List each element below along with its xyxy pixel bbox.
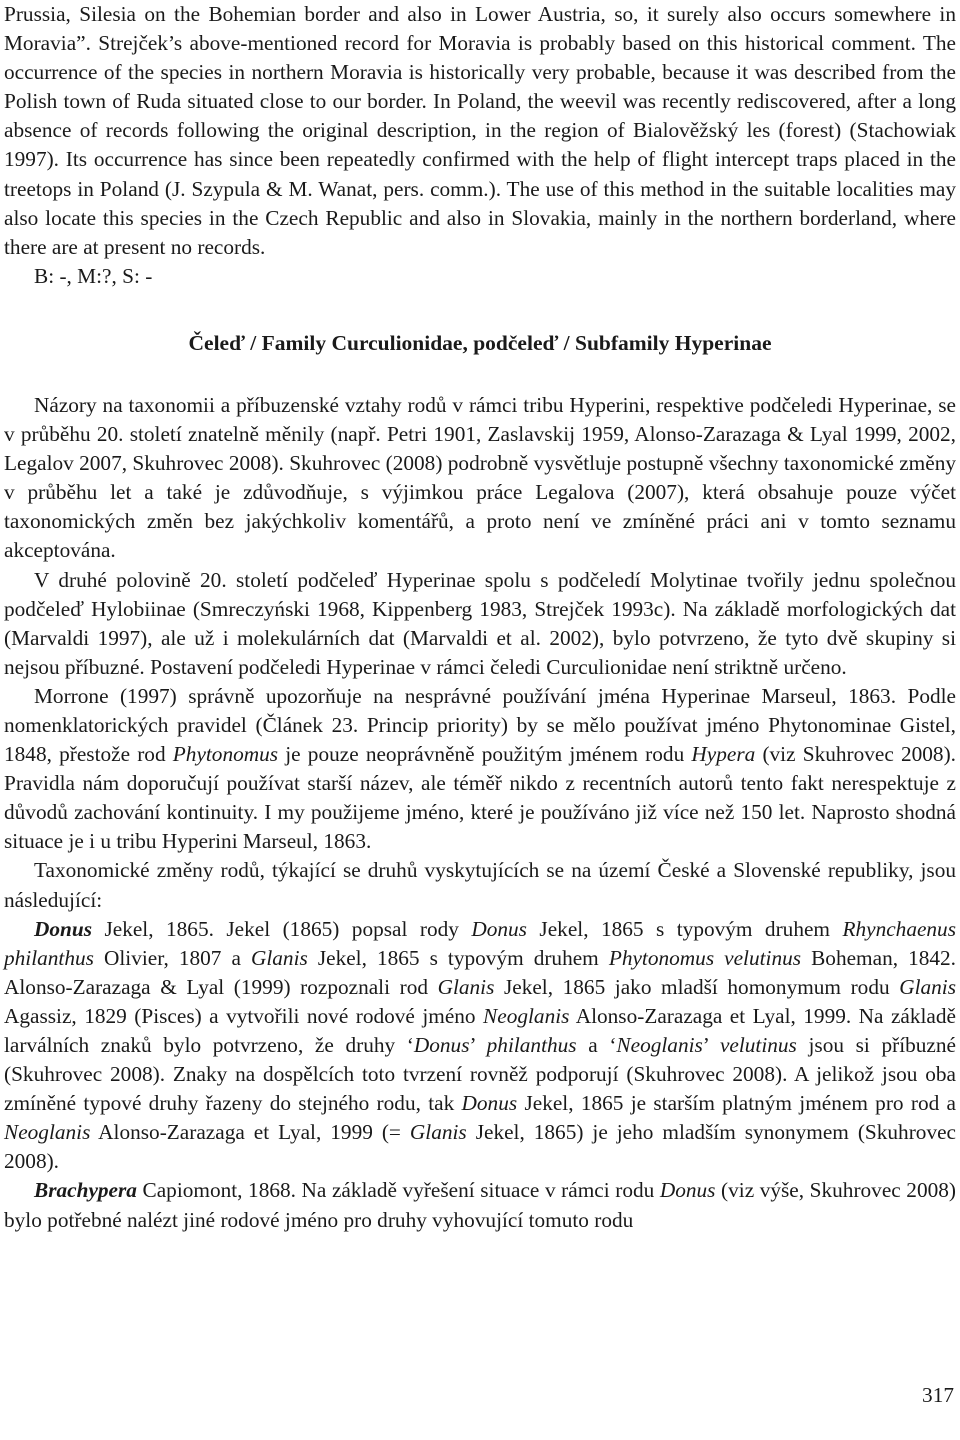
- genus-name: Glanis: [250, 945, 308, 970]
- page-number: 317: [922, 1383, 954, 1407]
- text-run: (viz Skuhrovec 2008). Pravidla nám doporučují používat starší název, ale téměř nikdo z recentních autorů tento fakt nerespektuje z důvodů zachování kontinuity. I my použijeme jméno, které je používáno již více než 150 let. Naprosto shodná situace je i u tribu Hyperini Marseul, 1863.: [4, 742, 956, 854]
- page-body: [4, 0, 956, 1235]
- genus-name: Donus: [659, 1178, 716, 1203]
- species-epithet: velutinus: [719, 1033, 797, 1057]
- text-run: Boheman, 1842. Alonso-Zarazaga & Lyal (1999) rozpoznali rod: [4, 945, 957, 999]
- text-run: Morrone (1997) správně upozorňuje na nesprávné používání jména Hyperinae Marseul, 1863. Podle nomenklatorických pravidel (Článek 23. Princip priority) by se mělo používat jméno Phytonominae Gistel, 1848, přestože rod: [4, 683, 956, 767]
- paragraph-taxonomy: Názory na taxonomii a příbuzenské vztahy rodů v rámci tribu Hyperini, respektive podčeledi Hyperinae, se v průběhu 20. století znatelně měnily (např. Petri 1901, Zaslavskij 1959, Alonso-Zarazaga & Lyal 1999, 2002, Legalov 2007, Skuhrovec 2008). Skuhrovec (2008) podrobně vysvětluje postupně všechny taxonomické změny v průběhu let a také je zdůvodňuje, s výjimkou práce Legalova (2007), která obsahuje pouze výčet taxonomických změn bez jakýchkoliv komentářů, a proto není ve zmíněné práci ani v tomto seznamu akceptována.: [4, 392, 956, 563]
- text-run: Alonso-Zarazaga et Lyal, 1999. Na základě larválních znaků bylo potvrzeno, že druhy ‘: [4, 1003, 956, 1057]
- genus-name: Neoglanis: [483, 1003, 570, 1028]
- genus-name: Neoglanis: [616, 1033, 703, 1057]
- text-run: Capiomont, 1868. Na základě vyřešení situace v rámci rodu: [136, 1178, 660, 1203]
- species-epithet: philanthus: [486, 1033, 577, 1057]
- text-run: Jekel, 1865. Jekel (1865) popsal rody: [92, 916, 472, 941]
- paragraph-brachypera: [4, 1176, 956, 1234]
- genus-heading: Donus: [34, 916, 93, 941]
- text-run: je pouze neoprávněně použitým jménem rodu: [278, 742, 692, 767]
- genus-name: Glanis: [899, 974, 957, 999]
- paragraph-donus: [4, 915, 956, 1177]
- text-run: Jekel, 1865 s typovým druhem: [307, 945, 609, 970]
- text-run: jsou si příbuzné (Skuhrovec 2008). Znaky na dospělcích toto tvrzení rovněž podporují (Skuhrovec 2008). A jelikož jsou oba zmíněné typové druhy řazeny do stejného rodu, tak: [4, 1033, 956, 1116]
- genus-name: Donus: [471, 916, 527, 941]
- genus-name: Phytonomus: [172, 742, 279, 767]
- text-run: Agassiz, 1829 (Pisces) a vytvořili nové rodové jméno: [4, 1003, 484, 1028]
- paragraph-history: V druhé polovině 20. století podčeleď Hyperinae spolu s podčeledí Molytinae tvořily jednu společnou podčeleď Hylobiinae (Smreczyński 1968, Kippenberg 1983, Strejček 1993c). Na základě morfologických dat (Marvaldi 1997), ale už i molekulárních dat (Marvaldi et al. 2002), bylo potvrzeno, že tyto dvě skupiny si nejsou příbuzné. Postavení podčeledi Hyperinae v rámci čeledi Curculionidae není striktně určeno.: [4, 567, 956, 679]
- paragraph-nomenclature: [4, 682, 956, 857]
- genus-name: Glanis: [437, 974, 495, 999]
- text-run: Jekel, 1865 s typovým druhem: [526, 916, 843, 941]
- genus-name: Hypera: [691, 742, 756, 767]
- english-paragraph: Prussia, Silesia on the Bohemian border and also in Lower Austria, so, it surely also occurs somewhere in Moravia”. Strejček’s above-mentioned record for Moravia is probably based on this historical comment. The occurrence of the species in northern Moravia is historically very probable, because it was described from the Polish town of Ruda situated close to our border. In Poland, the weevil was recently rediscovered, after a long absence of records following the original description, in the region of Bialověžský les (forest) (Stachowiak 1997). Its occurrence has since been repeatedly confirmed with the help of flight intercept traps placed in the treetops in Poland (J. Szypula & M. Wanat, pers. comm.). The use of this method in the suitable localities may also locate this species in the Czech Republic and also in Slovakia, mainly in the northern borderland, where there are at present no records.: [4, 2, 956, 259]
- text-run: Alonso-Zarazaga et Lyal, 1999 (=: [90, 1120, 410, 1145]
- paragraph-intro-changes: Taxonomické změny rodů, týkající se druhů vyskytujících se na území České a Slovenské republiky, jsou následující:: [4, 858, 956, 912]
- text-run: ’: [469, 1033, 487, 1057]
- text-run: Jekel, 1865) je jeho mladším synonymem (Skuhrovec 2008).: [4, 1120, 956, 1174]
- genus-name: Donus: [413, 1033, 470, 1057]
- text-run: a ‘: [576, 1033, 617, 1057]
- text-run: Olivier, 1807 a: [93, 945, 251, 970]
- text-run: ’: [702, 1033, 720, 1057]
- genus-name: Glanis: [409, 1120, 467, 1145]
- text-run: (viz výše, Skuhrovec 2008) bylo potřebné nalézt jiné rodové jméno pro druhy vyhovující tomuto rodu: [4, 1178, 956, 1232]
- text-run: Jekel, 1865 jako mladší homonymum rodu: [494, 974, 900, 999]
- species-name: Rhynchaenus philanthus: [4, 916, 956, 970]
- genus-name: Donus: [461, 1091, 518, 1116]
- text-run: Jekel, 1865 je starším platným jménem pro rod a: [517, 1091, 956, 1116]
- section-heading: Čeleď / Family Curculionidae, podčeleď / Subfamily Hyperinae: [188, 330, 772, 355]
- genus-heading: Brachypera: [34, 1178, 137, 1203]
- genus-name: Neoglanis: [4, 1120, 91, 1145]
- distribution-code: B: -, M:?, S: -: [34, 263, 153, 288]
- species-name: Phytonomus velutinus: [608, 945, 802, 970]
